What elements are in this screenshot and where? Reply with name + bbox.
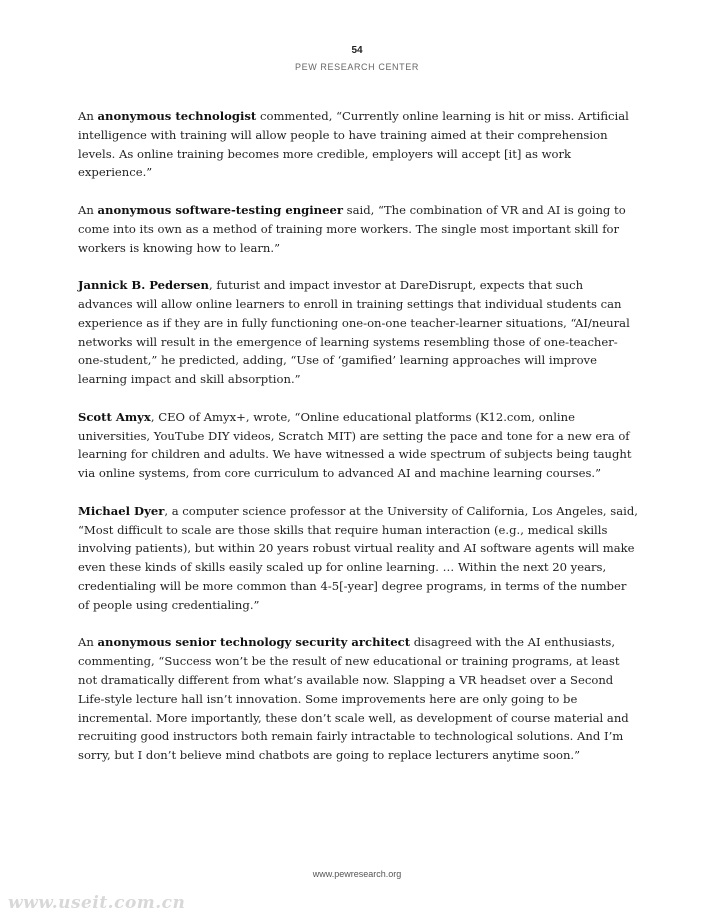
- watermark: www.useit.com.cn: [8, 893, 186, 913]
- paragraph-anonymous-technologist: [78, 107, 640, 182]
- paragraph-jannick-pedersen: [78, 276, 640, 389]
- page-number: 54: [351, 45, 363, 56]
- body-text: [78, 107, 640, 784]
- paragraph-lead: An: [78, 202, 98, 217]
- paragraph-text: said, “The combination of VR and AI is going to come into its own as a method of training more workers. The single most important skill for workers is knowing how to learn.”: [78, 202, 626, 255]
- speaker-name: Scott Amyx: [78, 409, 151, 424]
- paragraph-text: , futurist and impact investor at DareDisrupt, expects that such advances will allow online learners to enroll in training settings that individual students can experience as if they are in fully functioning one-on-one teacher-learner situations, “AI/neural networks will result in the emergence of learning systems resembling those of one-teacher-one-student,” he predicted, adding, “Use of ‘gamified’ learning approaches will improve learning impact and skill absorption.”: [78, 278, 630, 387]
- speaker-name: Jannick B. Pedersen: [78, 278, 209, 293]
- speaker-name: Michael Dyer: [78, 503, 165, 518]
- paragraph-scott-amyx: [78, 408, 640, 483]
- paragraph-software-testing-engineer: [78, 201, 640, 257]
- speaker-name: anonymous technologist: [97, 109, 257, 123]
- organization-header: PEW RESEARCH CENTER: [295, 62, 419, 72]
- paragraph-lead: An: [78, 109, 98, 123]
- paragraph-michael-dyer: [78, 502, 640, 615]
- paragraph-text: commented, “Currently online learning is hit or miss. Artificial intelligence with training will allow people to have training aimed at their comprehension levels. As online training becomes more credible, employers will accept [it] as work experience.”: [78, 109, 629, 180]
- paragraph-security-architect: [78, 633, 640, 765]
- paragraph-text: disagreed with the AI enthusiasts, commenting, “Success won’t be the result of new educational or training programs, at least not dramatically different from what’s available now. Slapping a VR headset over a Second Life-style lecture hall isn’t innovation. Some improvements here are only going to be incremental. More importantly, these don’t scale well, as development of course material and recruiting good instructors both remain fairly intractable to technological solutions. And I’m sorry, but I don’t believe mind chatbots are going to replace lecturers anytime soon.”: [78, 635, 629, 763]
- paragraph-text: , a computer science professor at the University of California, Los Angeles, said, “Most difficult to scale are those skills that require human interaction (e.g., medical skills involving patients), but within 20 years robust virtual reality and AI software agents will make even these kinds of skills easily scaled up for online learning. … Within the next 20 years, credentialing will be more common than 4-5[-year] degree programs, in terms of the number of people using credentialing.”: [78, 503, 638, 612]
- footer-url: www.pewresearch.org: [312, 869, 402, 879]
- speaker-name: anonymous senior technology security architect: [97, 635, 411, 650]
- paragraph-text: , CEO of Amyx+, wrote, “Online educational platforms (K12.com, online universities, YouTube DIY videos, Scratch MIT) are setting the pace and tone for a new era of learning for children and adults. We have witnessed a wide spectrum of subjects being taught via online systems, from core curriculum to advanced AI and machine learning courses.”: [78, 409, 632, 481]
- speaker-name: anonymous software-testing engineer: [97, 202, 343, 217]
- paragraph-lead: An: [78, 635, 98, 650]
